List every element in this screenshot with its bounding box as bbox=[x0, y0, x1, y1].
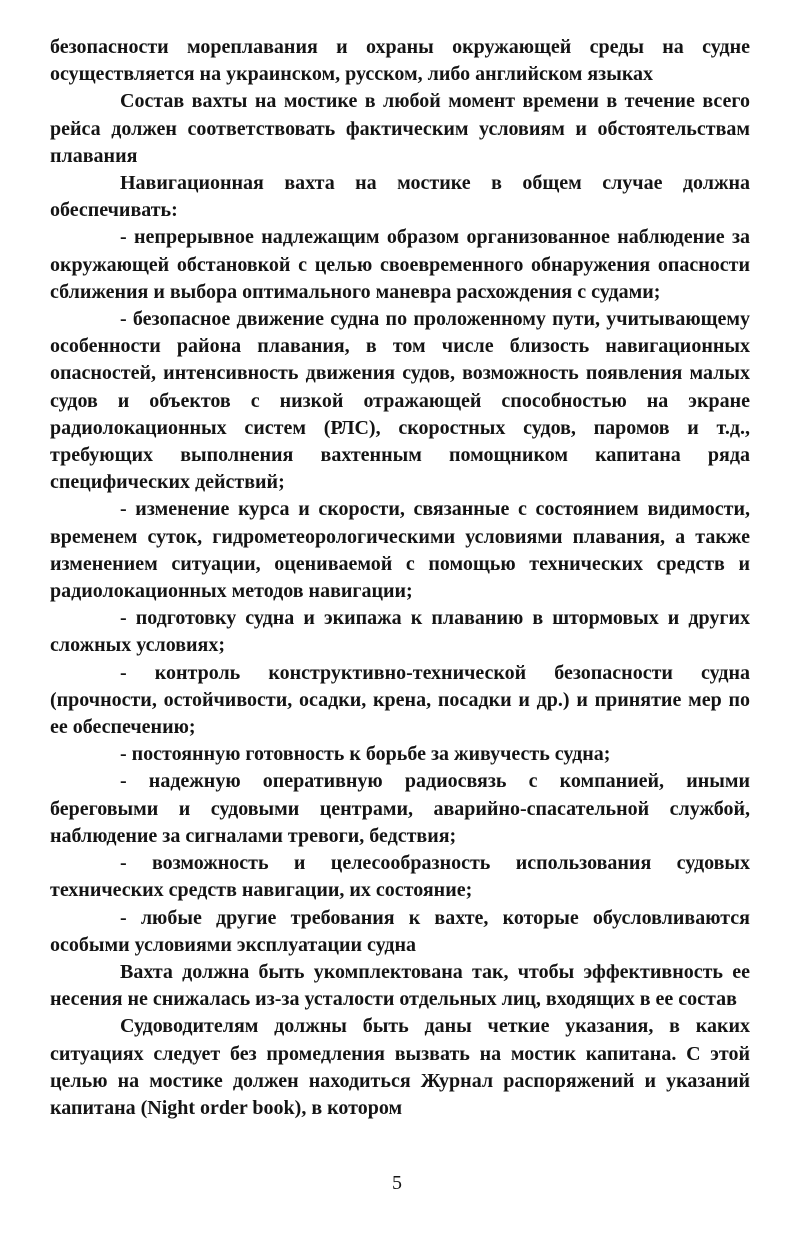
list-item-8: - возможность и целесообразность использования судовых технических средств навигации, их состояние; bbox=[50, 852, 750, 902]
paragraph-5: Судоводителям должны быть даны четкие указания, в каких ситуациях следует без промедления вызвать на мостик капитана. С этой целью на мостике должен находиться Журнал распоряжений и указаний капитана (Night order book), в котором bbox=[50, 1015, 750, 1119]
document-page bbox=[50, 34, 750, 1122]
paragraph-4: Вахта должна быть укомплектована так, чтобы эффективность ее несения не снижалась из-за усталости отдельных лиц, входящих в ее состав bbox=[50, 960, 750, 1011]
list-item-2: - безопасное движение судна по проложенному пути, учитывающему особенности района плавания, в том числе близость навигационных опасностей, интенсивность движения судов, возможность появления малых судов и объектов с низкой отражающей способностью на экране радиолокационных систем (РЛС), скоростных судов, паромов и т.д., требующих выполнения вахтенным помощником капитана ряда специфических действий; bbox=[50, 308, 750, 494]
paragraph-2: Состав вахты на мостике в любой момент времени в течение всего рейса должен соответствовать фактическим условиям и обстоятельствам плавания bbox=[50, 90, 750, 167]
list-item-1: - непрерывное надлежащим образом организованное наблюдение за окружающей обстановкой с целью своевременного обнаружения опасности сближения и выбора оптимального маневра расхождения с судами; bbox=[50, 226, 750, 303]
list-item-5: - контроль конструктивно-технической безопасности судна (прочности, остойчивости, осадки, крена, посадки и др.) и принятие мер по ее обеспечению; bbox=[50, 661, 750, 739]
list-item-6: - постоянную готовность к борьбе за живучесть судна; bbox=[120, 743, 611, 766]
list-item-4: - подготовку судна и экипажа к плаванию в штормовых и других сложных условиях; bbox=[50, 607, 750, 657]
list-item-7: - надежную оперативную радиосвязь с компанией, иными береговыми и судовыми центрами, аварийно-спасательной службой, наблюдение за сигналами тревоги, бедствия; bbox=[50, 770, 750, 847]
paragraph-3: Навигационная вахта на мостике в общем случае должна обеспечивать: bbox=[50, 172, 750, 222]
list-item-3: - изменение курса и скорости, связанные с состоянием видимости, временем суток, гидрометеорологическими условиями плавания, а также изменением ситуации, оцениваемой с помощью технических средств и радиолокационных методов навигации; bbox=[50, 498, 750, 603]
paragraph-1: безопасности мореплавания и охраны окружающей среды на судне осуществляется на украинском, русском, либо английском языках bbox=[50, 36, 750, 86]
list-item-9: - любые другие требования к вахте, которые обусловливаются особыми условиями эксплуатации судна bbox=[50, 906, 750, 956]
page-number: 5 bbox=[392, 1172, 402, 1194]
